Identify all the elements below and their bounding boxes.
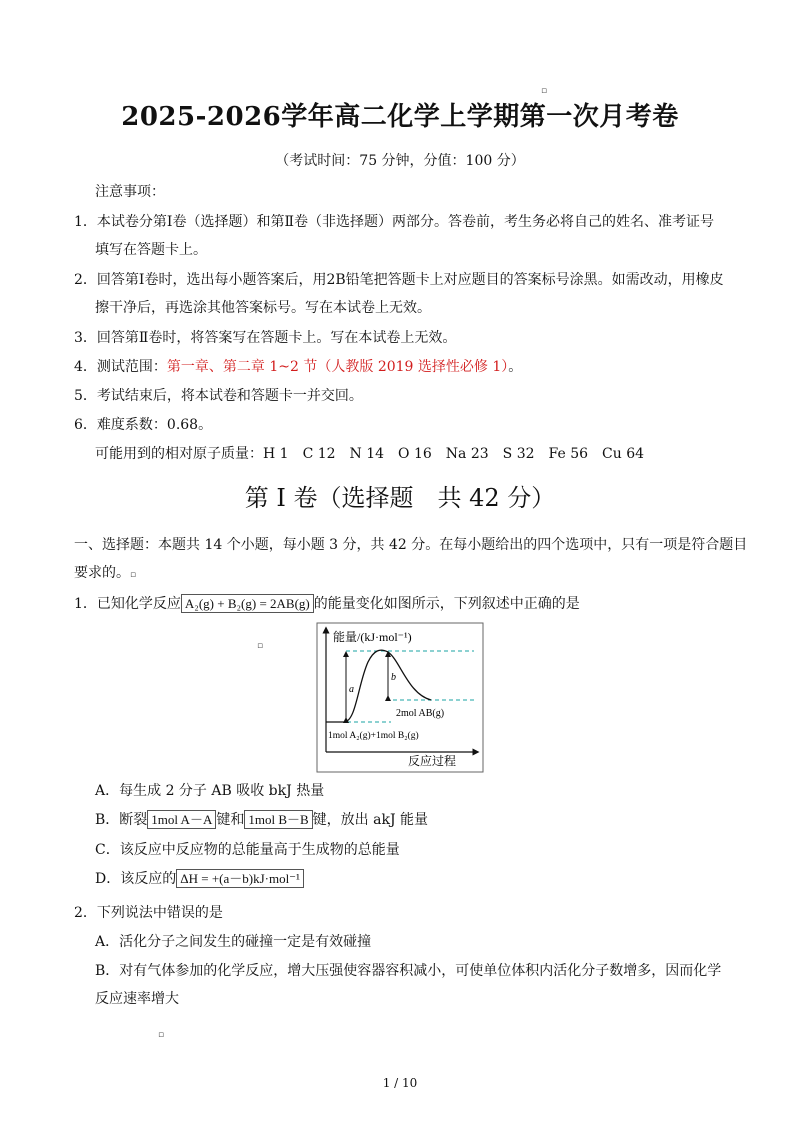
notice-1-cont: 填写在答题卡上。 [95,242,207,258]
q2-option-a: A．活化分子之间发生的碰撞一定是有效碰撞 [95,934,372,950]
exam-title: 2025-2026学年高二化学上学期第一次月考卷 [121,102,679,132]
notice-2-cont: 擦干净后，再选涂其他答案标号。写在本试卷上无效。 [95,300,431,316]
bond-bb: 1mol B－B [244,810,312,829]
notice-3: 3．回答第Ⅱ卷时，将答案写在答题卡上。写在本试卷上无效。 [74,330,457,346]
label-b: b [391,672,396,683]
exam-subtitle: （考试时间：75 分钟，分值：100 分） [275,153,525,169]
question-2-stem: 2．下列说法中错误的是 [74,905,223,921]
q1-option-a: A．每生成 2 分子 AB 吸收 bkJ 热量 [95,783,325,799]
notice-4: 4．测试范围：第一章、第二章 1~2 节（人教版 2019 选择性必修 1）。 [74,359,523,375]
test-scope: 第一章、第二章 1~2 节（人教版 2019 选择性必修 1） [166,359,509,375]
q2-option-b-cont: 反应速率增大 [95,991,179,1007]
reactant-label: 1mol A₂(g)+1mol B₂(g) [328,731,419,741]
notice-1: 1．本试卷分第Ⅰ卷（选择题）和第Ⅱ卷（非选择题）两部分。答卷前，考生务必将自己的姓名、准考证号 [74,214,714,230]
section-intro-cont: 要求的。▫ [74,565,137,581]
page-number: 1 / 10 [382,1076,418,1090]
question-1-stem: 1．已知化学反应 A₂(g) + B₂(g) = 2AB(g) 的能量变化如图所示，下列叙述中正确的是 [74,596,580,612]
notice-6: 6．难度系数：0.68。 [74,417,213,433]
y-axis-label: 能量/(kJ·mol⁻¹) [333,630,412,644]
q1-option-d: D．该反应的 ΔH = +(a－b)kJ·mol⁻¹ [95,869,304,889]
atomic-mass-line: 可能用到的相对原子质量：H 1 C 12 N 14 O 16 Na 23 S 32 Fe 56 Cu 64 [95,446,645,462]
label-a: a [349,684,354,695]
section-title: 第 I 卷（选择题 共 42 分） [244,484,556,512]
q2-option-b: B．对有气体参加的化学反应，增大压强使容器容积减小，可使单位体积内活化分子数增多，因而化学 [95,963,722,979]
product-label: 2mol AB(g) [396,708,445,719]
notice-heading: 注意事项： [95,184,165,200]
reaction-equation: A₂(g) + B₂(g) = 2AB(g) [181,594,314,613]
diagram-frame [317,623,483,772]
anchor-mark: ▫ [541,86,548,96]
q1-option-b: B．断裂 1mol A－A 键和 1mol B－B 键，放出 akJ 能量 [95,812,429,828]
delta-h-formula: ΔH = +(a－b)kJ·mol⁻¹ [176,869,304,888]
x-axis-label: 反应过程 [408,754,457,768]
anchor-mark: ▫ [257,641,264,651]
notice-2: 2．回答第Ⅰ卷时，选出每小题答案后，用2B铅笔把答题卡上对应题目的答案标号涂黑。如需改动，用橡皮 [74,272,724,288]
energy-diagram [316,622,484,774]
q1-option-c: C．该反应中反应物的总能量高于生成物的总能量 [95,842,400,858]
notice-5: 5．考试结束后，将本试卷和答题卡一并交回。 [74,388,363,404]
anchor-mark: ▫ [158,1030,165,1040]
bond-aa: 1mol A－A [147,810,216,829]
section-intro: 一、选择题：本题共 14 个小题，每小题 3 分，共 42 分。在每小题给出的四个选项中，只有一项是符合题目 [74,537,748,553]
